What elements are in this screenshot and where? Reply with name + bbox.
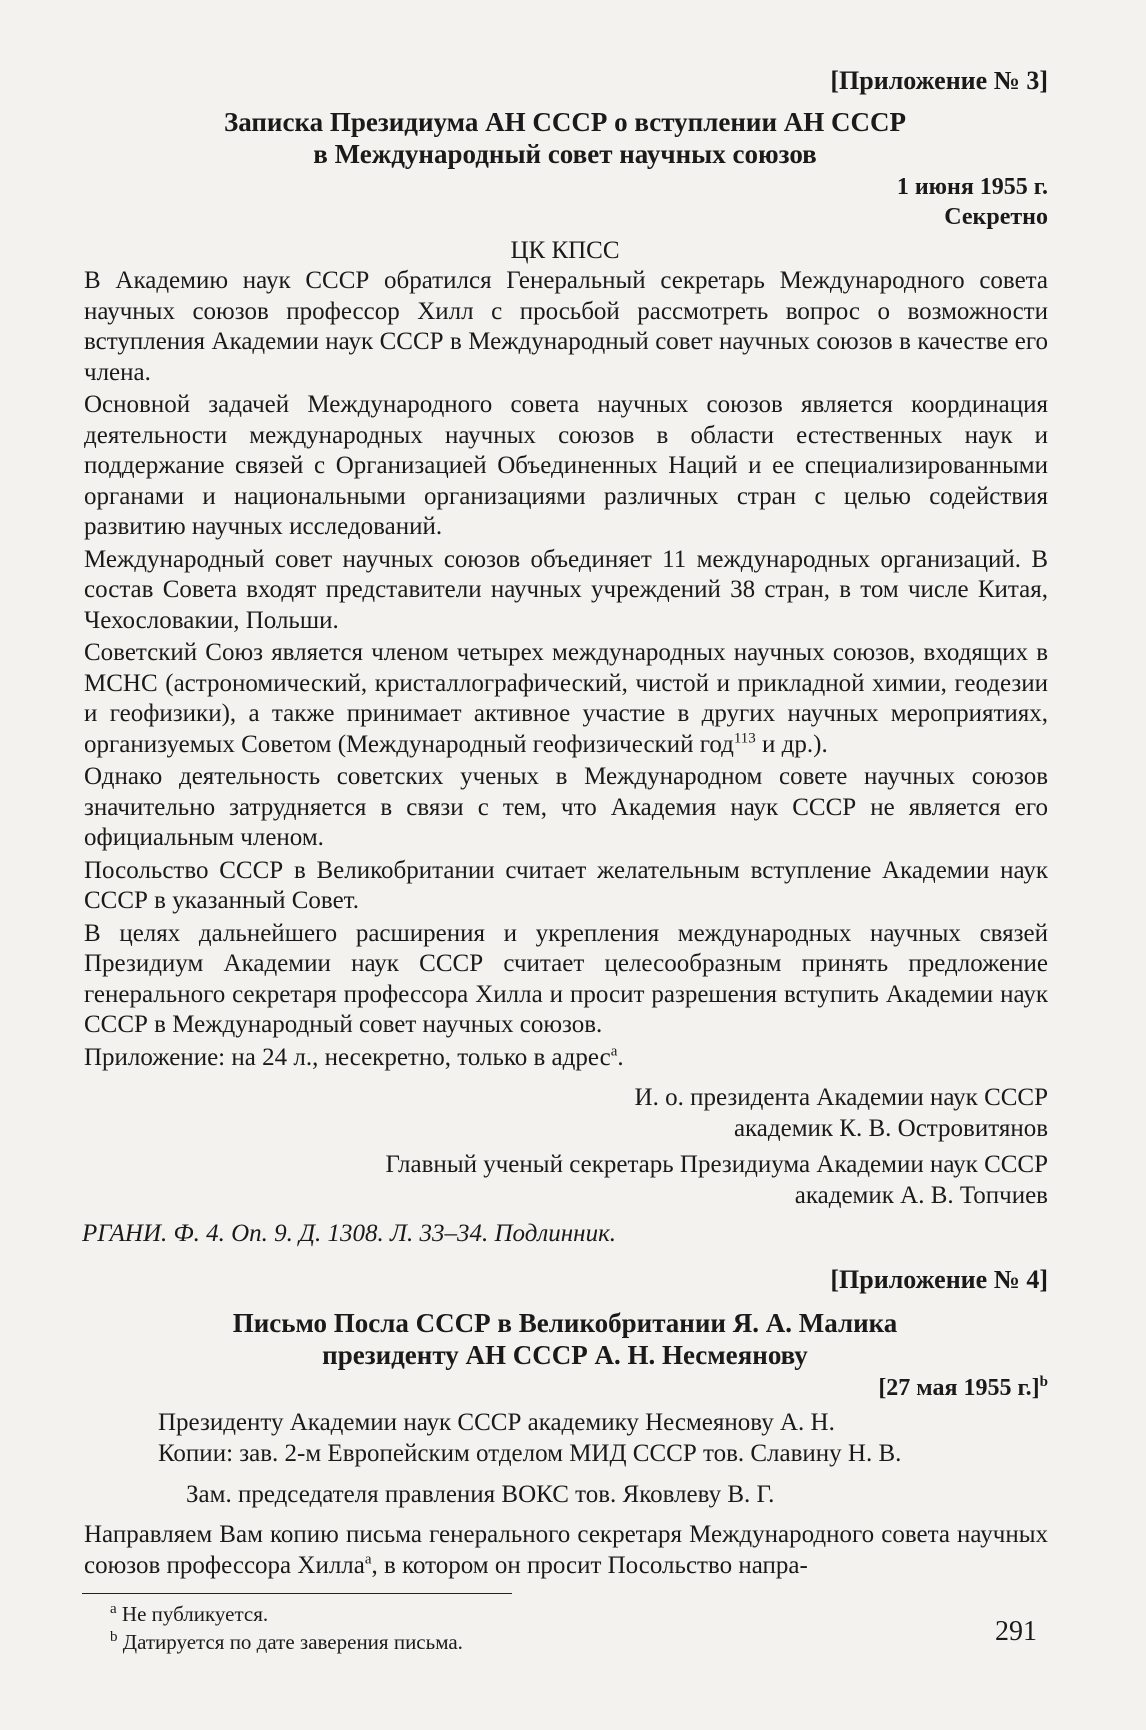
signature-1-title: И. о. президента Академии наук СССР	[634, 1084, 1048, 1111]
appendix-3-paragraph-3: Международный совет научных союзов объединяет 11 международных организаций. В состав Совета входят представители научных учреждений 38 стран, в том числе Китая, Чехословакии, Польши.	[84, 545, 1048, 634]
appendix-3-paragraph-4	[82, 638, 1048, 760]
recipient-3: Зам. председателя правления ВОКС тов. Яковлеву В. Г.	[186, 1481, 775, 1508]
footnote-a-mark: а	[110, 1601, 117, 1617]
appendix-4-body-end: , в котором он просит Посольство напра-	[371, 1551, 808, 1579]
page-content	[82, 64, 1048, 1656]
recipients-block	[82, 1407, 1048, 1510]
appendix-4-body-start: Направляем Вам копию письма генерального секретаря Международного совета научных союзов профессора Хилла	[84, 1521, 1048, 1579]
footnote-ref-b: b	[1039, 1374, 1048, 1390]
appendix-3-paragraph-1: В Академию наук СССР обратился Генеральный секретарь Международного совета научных союзов профессор Хилл с просьбой рассмотреть вопрос о возможности вступления Академии наук СССР в Международный совет научных союзов в качестве его члена.	[84, 267, 1048, 386]
appendix-3-classification: Секретно	[944, 204, 1048, 230]
recipient-1: Президенту Академии наук СССР академику Несмеянову А. Н.	[158, 1409, 835, 1436]
page-number: 291	[995, 1616, 1037, 1647]
footnote-b-mark: b	[110, 1629, 118, 1645]
footnote-b	[110, 1628, 1048, 1656]
appendix-3-date: 1 июня 1955 г.	[896, 174, 1048, 200]
endnote-ref-113: 113	[733, 730, 756, 747]
appendix-4-title-line1: Письмо Посла СССР в Великобритании Я. А. Малика	[232, 1308, 898, 1338]
appendix-3-paragraph-6: Посольство СССР в Великобритании считает желательным вступление Академии наук СССР в указанный Совет.	[84, 856, 1048, 914]
appendix-3-addressee: ЦК КПСС	[510, 237, 620, 264]
appendix-4-body	[82, 1520, 1048, 1581]
footnote-a-text: Не публикуется.	[116, 1602, 269, 1626]
signature-1-name: академик К. В. Островитянов	[733, 1114, 1048, 1142]
recipient-2: Копии: зав. 2-м Европейским отделом МИД СССР тов. Славину Н. В.	[158, 1440, 902, 1467]
appendix-4-label: [Приложение № 4]	[830, 1265, 1048, 1294]
appendix-3-paragraph-7: В целях дальнейшего расширения и укрепления международных научных связей Президиум Академии наук СССР считает целесообразным принять предложение генерального секретаря профессора Хилла и просит разрешения вступить Академии наук СССР в Международный совет научных союзов.	[84, 919, 1048, 1038]
appendix-3-enclosure	[82, 1043, 1048, 1074]
paragraph-4-text: Советский Союз является членом четырех международных научных союзов, входящих в МСНС (астрономический, кристаллографический, чистой и прикладной химии, геодезии и геофизики), а также принимает активное участие в других научных мероприятиях, организуемых Советом (Международный геофизический год	[84, 639, 1048, 758]
footnote-ref-a-2: а	[364, 1551, 372, 1568]
signature-block-2	[82, 1150, 1048, 1211]
appendix-4-date	[82, 1373, 1048, 1403]
footnote-a	[110, 1600, 1048, 1628]
signature-2-title: Главный ученый секретарь Президиума Академии наук СССР	[385, 1151, 1048, 1178]
appendix-3-paragraph-5: Однако деятельность советских ученых в Международном совете научных союзов значительно затрудняется в связи с тем, что Академия наук СССР не является его официальным членом.	[84, 763, 1048, 851]
footnote-ref-a: а	[610, 1043, 618, 1060]
paragraph-4-tail: и др.).	[755, 730, 828, 758]
appendix-3-title-line1: Записка Президиума АН СССР о вступлении АН СССР	[223, 107, 906, 137]
enclosure-tail: .	[617, 1043, 624, 1071]
archive-reference: РГАНИ. Ф. 4. Оп. 9. Д. 1308. Л. 33–34. Подлинник.	[82, 1220, 617, 1247]
signature-block-1	[82, 1083, 1048, 1144]
enclosure-text: Приложение: на 24 л., несекретно, только в адрес	[84, 1043, 611, 1071]
appendix-3-label: [Приложение № 3]	[830, 66, 1048, 95]
appendix-4-date-text: [27 мая 1955 г.]	[878, 1375, 1040, 1401]
appendix-4-title-line2: президенту АН СССР А. Н. Несмеянову	[322, 1340, 808, 1370]
appendix-3-paragraph-2: Основной задачей Международного совета научных союзов является координация деятельности международных научных союзов в области естественных наук и поддержание связей с Организацией Объединенных Наций и ее специализированными органами и национальными организациями различных стран с целью содействия развитию научных исследований.	[84, 391, 1048, 540]
signature-2-name: академик А. В. Топчиев	[794, 1181, 1048, 1209]
footnote-b-text: Датируется по дате заверения письма.	[117, 1630, 463, 1654]
appendix-3-title-line2: в Международный совет научных союзов	[313, 139, 817, 169]
footnote-divider	[82, 1593, 512, 1594]
